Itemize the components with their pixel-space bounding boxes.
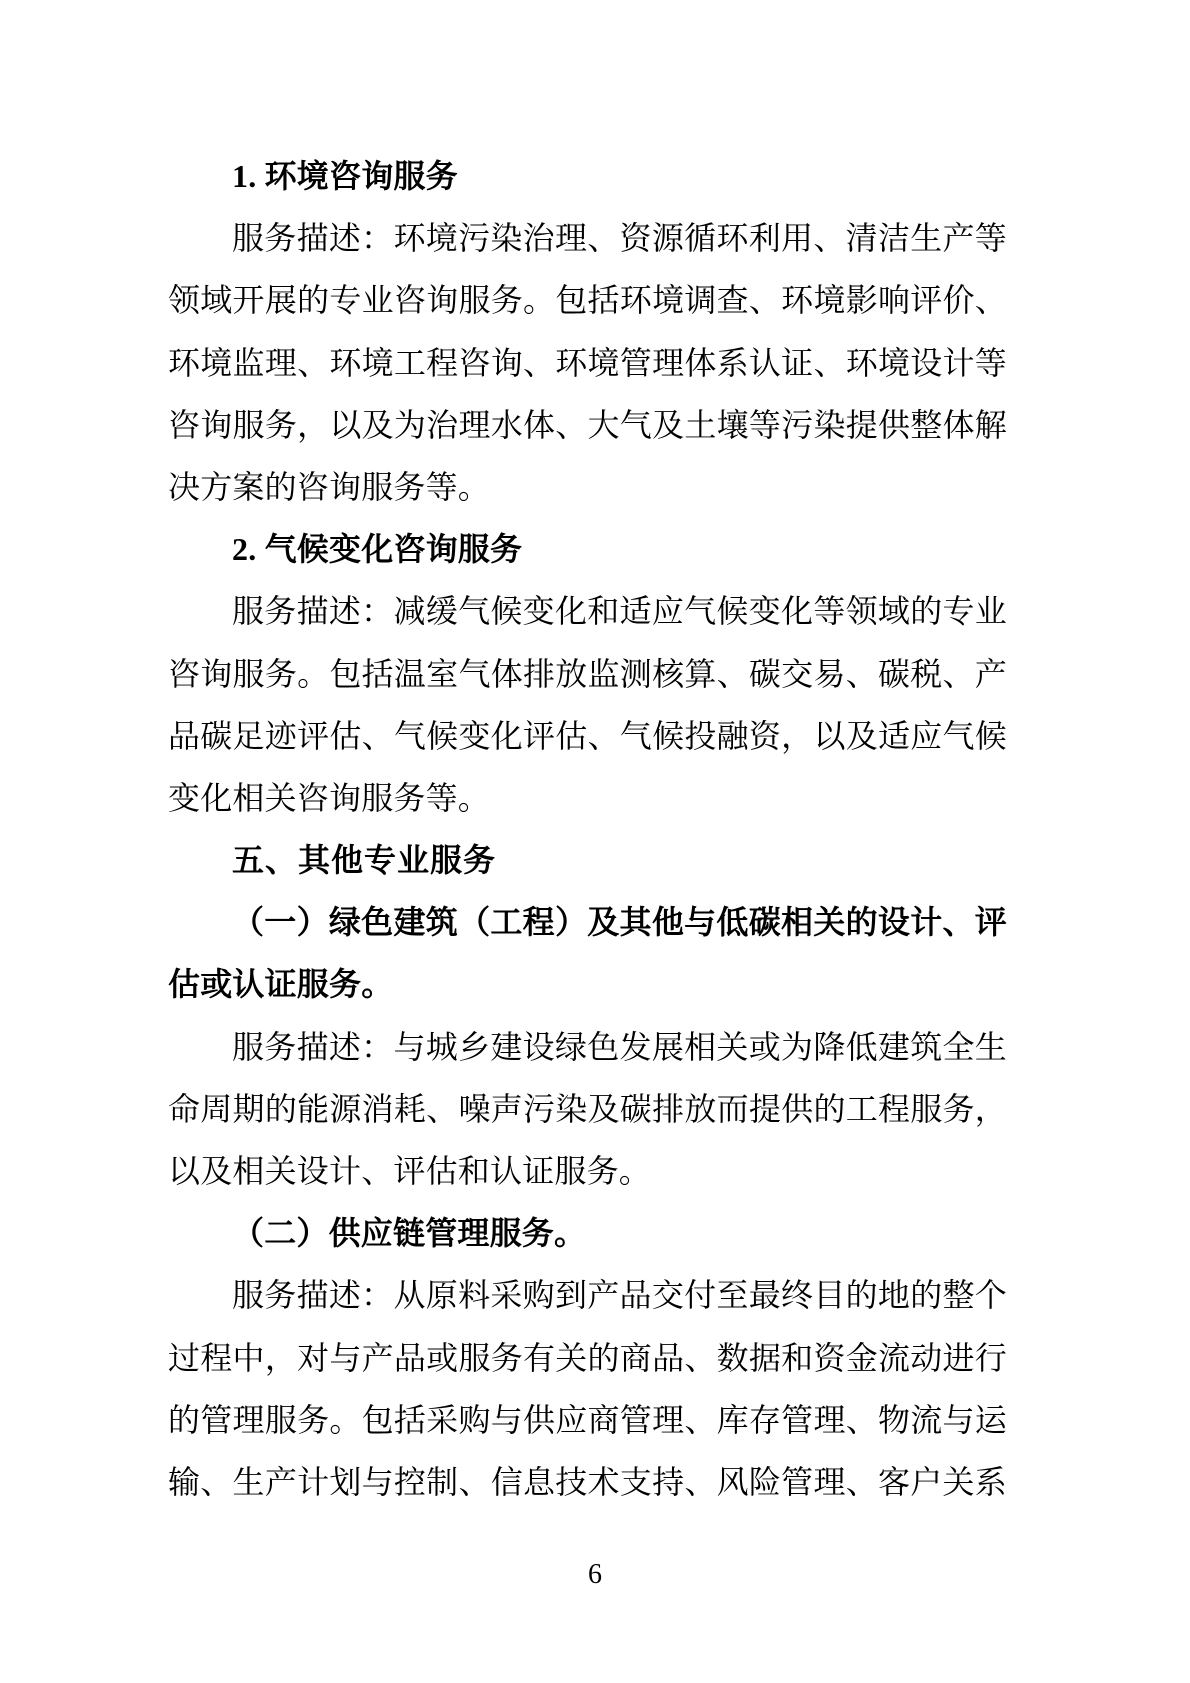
body-text-line: 服务描述：与城乡建设绿色发展相关或为降低建筑全生 <box>232 1028 1007 1065</box>
numbered-heading: 1. 环境咨询服务 <box>232 158 458 194</box>
body-text-line: 品碳足迹评估、气候变化评估、气候投融资，以及适应气候 <box>168 717 1007 754</box>
body-text-line: 过程中，对与产品或服务有关的商品、数据和资金流动进行 <box>168 1339 1007 1376</box>
body-text-line: 以及相关设计、评估和认证服务。 <box>168 1153 652 1189</box>
body-text-line: 决方案的咨询服务等。 <box>168 468 491 505</box>
subsection-heading: （一）绿色建筑（工程）及其他与低碳相关的设计、评 <box>232 904 1007 941</box>
body-text-line: 咨询服务。包括温室气体排放监测核算、碳交易、碳税、产 <box>168 655 1007 692</box>
body-text-line: 变化相关咨询服务等。 <box>168 779 491 816</box>
body-text-line: 服务描述：环境污染治理、资源循环利用、清洁生产等 <box>232 220 1007 257</box>
body-text-line: 领域开展的专业咨询服务。包括环境调查、环境影响评价、 <box>168 282 1007 319</box>
body-text-line: 服务描述：减缓气候变化和适应气候变化等领域的专业 <box>232 593 1007 630</box>
body-text-line: 的管理服务。包括采购与供应商管理、库存管理、物流与运 <box>168 1401 1007 1438</box>
body-text-line: 环境监理、环境工程咨询、环境管理体系认证、环境设计等 <box>168 344 1007 381</box>
section-heading: 五、其他专业服务 <box>232 842 497 879</box>
page-number <box>0 1558 1190 1592</box>
body-text-line: 咨询服务，以及为治理水体、大气及土壤等污染提供整体解 <box>168 406 1007 443</box>
body-text-line: 服务描述：从原料采购到产品交付至最终目的地的整个 <box>232 1277 1007 1314</box>
numbered-heading: 2. 气候变化咨询服务 <box>232 531 523 568</box>
subsection-heading: 估或认证服务。 <box>168 966 394 1003</box>
page-number-value: 6 <box>588 1559 602 1590</box>
document-body <box>168 145 1007 1513</box>
body-text-line: 输、生产计划与控制、信息技术支持、风险管理、客户关系 <box>168 1463 1007 1500</box>
subsection-heading: （二）供应链管理服务。 <box>232 1215 587 1252</box>
body-text-line: 命周期的能源消耗、噪声污染及碳排放而提供的工程服务， <box>168 1090 1007 1127</box>
